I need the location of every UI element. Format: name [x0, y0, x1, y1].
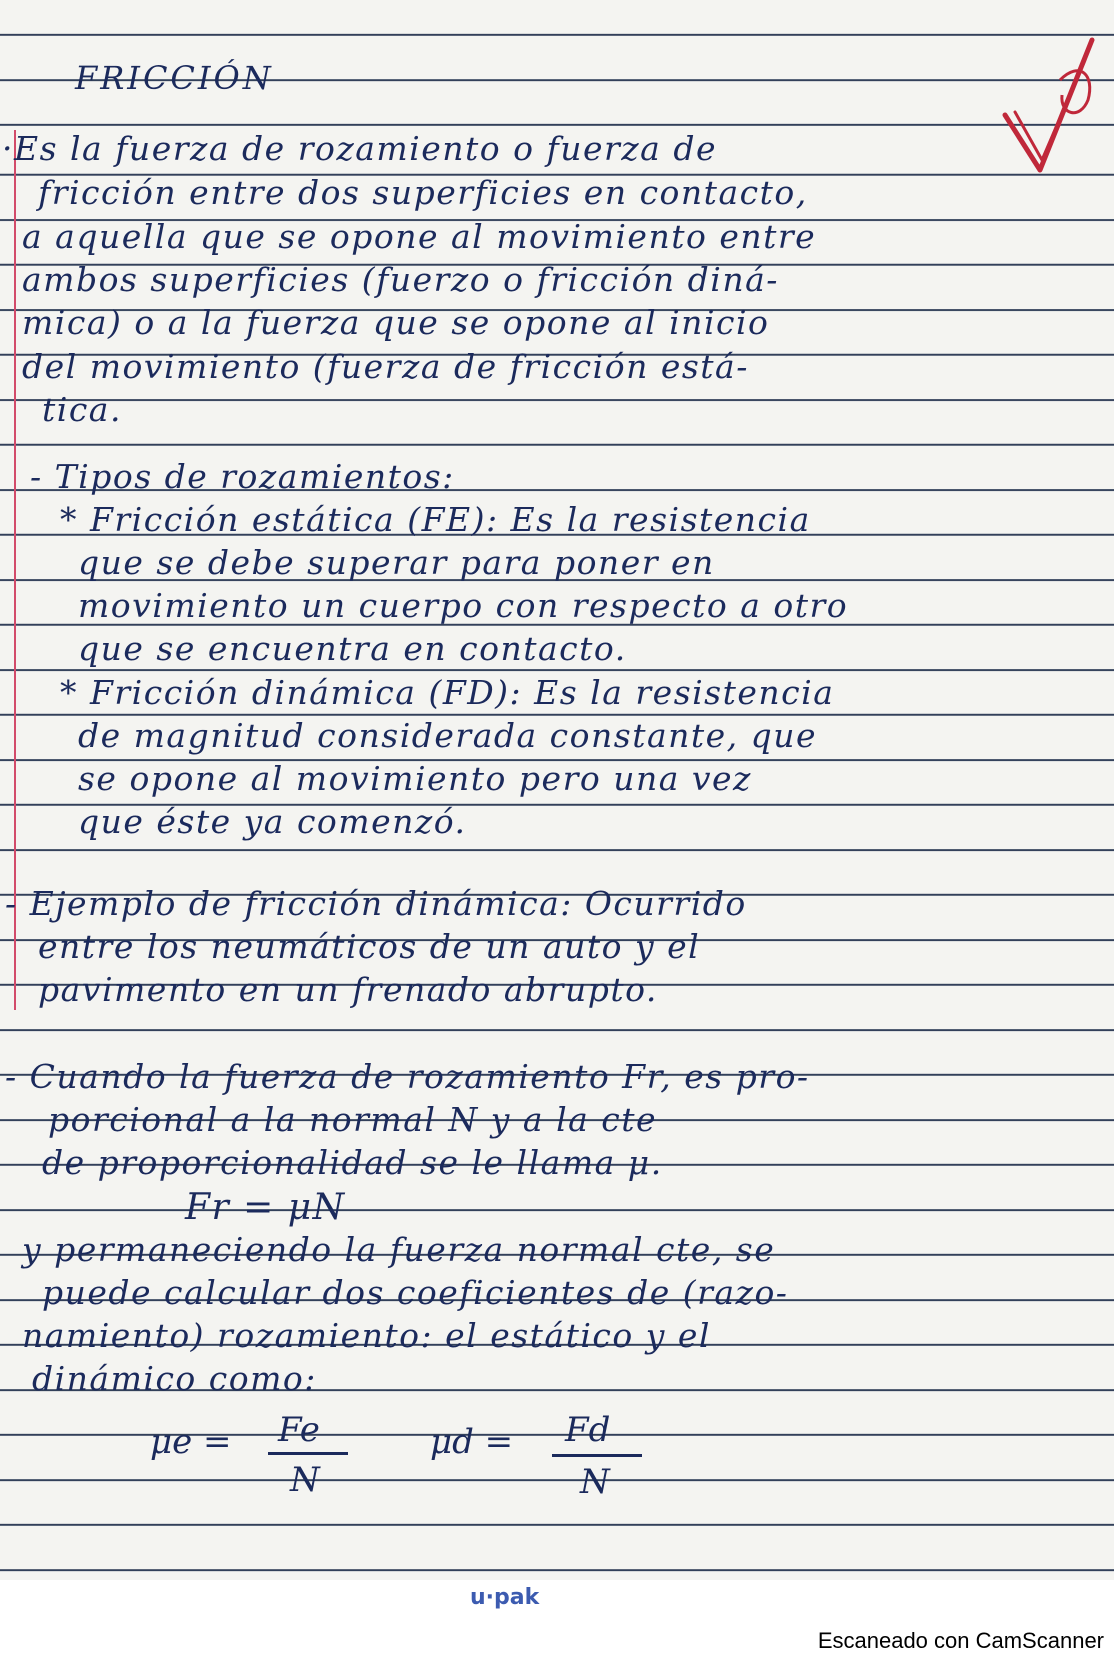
fraction-bar	[268, 1452, 348, 1455]
camscanner-watermark: Escaneado con CamScanner	[817, 1628, 1104, 1653]
formula-left: μe =	[150, 1422, 232, 1462]
note-line: que éste ya comenzó.	[78, 802, 467, 841]
note-line: tica.	[42, 390, 122, 429]
note-line: namiento) rozamiento: el estático y el	[22, 1316, 711, 1355]
formula-denominator: N	[290, 1460, 320, 1500]
note-line: pavimento en un frenado abrupto.	[38, 970, 658, 1009]
note-line: - Cuando la fuerza de rozamiento Fr, es pro-	[5, 1057, 810, 1096]
note-line: mica) o a la fuerza que se opone al inicio	[22, 303, 770, 342]
formula-numerator: Fe	[278, 1410, 320, 1450]
teacher-check-mark-icon	[1000, 20, 1100, 210]
note-line: se opone al movimiento pero una vez	[78, 759, 752, 798]
note-line: * Fricción dinámica (FD): Es la resistencia	[60, 673, 835, 712]
note-line: porcional a la normal N y a la cte	[48, 1100, 658, 1139]
note-line: * Fricción estática (FE): Es la resistencia	[60, 500, 811, 539]
note-line: - Tipos de rozamientos:	[30, 457, 455, 496]
note-line: ambos superficies (fuerzo o fricción diná-	[22, 260, 779, 299]
formula-denominator: N	[580, 1462, 610, 1502]
note-line: dinámico como:	[32, 1359, 317, 1398]
note-line: de proporcionalidad se le llama μ.	[42, 1143, 663, 1182]
note-line: de magnitud considerada constante, que	[78, 716, 818, 755]
fraction-bar	[552, 1454, 642, 1457]
note-line: - Ejemplo de fricción dinámica: Ocurrido	[5, 884, 747, 923]
note-line: del movimiento (fuerza de fricción está-	[22, 347, 749, 386]
notebook-brand-logo: u·pak	[470, 1585, 540, 1610]
note-line: a aquella que se opone al movimiento entre	[22, 217, 817, 256]
note-line: entre los neumáticos de un auto y el	[38, 927, 701, 966]
note-line: y permaneciendo la fuerza normal cte, se	[22, 1230, 776, 1269]
margin-line	[14, 130, 16, 1010]
friction-formula: Fr = μN	[185, 1187, 346, 1228]
note-line: movimiento un cuerpo con respecto a otro	[78, 586, 849, 625]
note-line: ·Es la fuerza de rozamiento o fuerza de	[2, 129, 717, 168]
note-line: puede calcular dos coeficientes de (razo-	[42, 1273, 789, 1312]
formula-left: μd =	[430, 1422, 514, 1462]
note-line: fricción entre dos superficies en contacto,	[38, 173, 808, 212]
page-title: FRICCIÓN	[75, 59, 274, 97]
note-line: que se debe superar para poner en	[78, 543, 715, 582]
formula-numerator: Fd	[565, 1410, 611, 1450]
note-line: que se encuentra en contacto.	[78, 629, 627, 668]
